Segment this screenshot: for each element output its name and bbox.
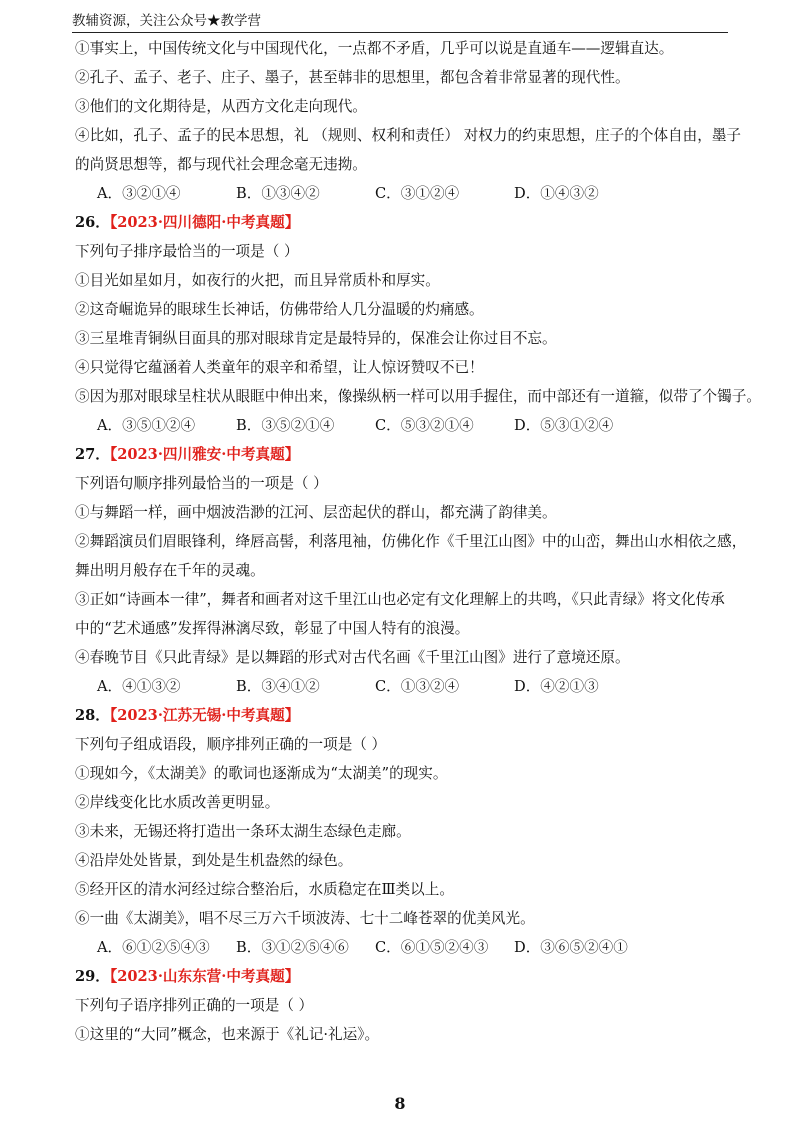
sentence-line: ②孔子、孟子、老子、庄子、墨子，甚至韩非的思想里，都包含着非常显著的现代性。 [75,69,630,86]
question-number: 26． [75,214,110,231]
answer-choices [75,179,735,208]
page-content [75,34,761,1049]
question-prompt: 下列句子组成语段，顺序排列正确的一项是（ ） [75,736,387,753]
choice-b: B．③①②⑤④⑥ [236,939,349,956]
sentence-line: ④春晚节目《只此青绿》是以舞蹈的形式对古代名画《千里江山图》进行了意境还原。 [75,649,630,666]
choice-c: C．①③②④ [375,678,460,695]
sentence-line: ①目光如星如月，如夜行的火把，而且异常质朴和厚实。 [75,272,440,289]
question-number: 27． [75,446,110,463]
sentence-line: 中的“艺术通感”发挥得淋漓尽致，彰显了中国人特有的浪漫。 [75,620,470,637]
sentence-line: ①这里的“大同”概念，也来源于《礼记·礼运》。 [75,1026,380,1043]
sentence-line: ④沿岸处处皆景，到处是生机盎然的绿色。 [75,852,353,869]
sentence-line: ③正如“诗画本一律”，舞者和画者对这千里江山也必定有文化理解上的共鸣，《只此青绿》将文化传承 [75,591,725,608]
question-source-tag: 【2023·四川德阳·中考真题】 [109,214,300,231]
sentence-line: 的尚贤思想等，都与现代社会理念毫无违拗。 [75,156,367,173]
question-26 [75,208,761,440]
answer-choices [75,933,735,962]
sentence-line: ②这奇崛诡异的眼球生长神话，仿佛带给人几分温暖的灼痛感。 [75,301,484,318]
question-27 [75,440,747,701]
header-text: 教辅资源，关注公众号★教学营 [72,13,261,29]
question-heading [75,962,735,991]
page-number: 8 [394,1094,406,1113]
choice-d: D．①④③② [514,185,599,202]
answer-choices [75,672,735,701]
choice-d: D．④②①③ [514,678,599,695]
sentence-line: ⑤因为那对眼球呈柱状从眼眶中伸出来，像操纵柄一样可以用手握住，而中部还有一道箍，似带了个镯子。 [75,388,761,405]
choice-a: A．③⑤①②④ [97,417,196,434]
question-heading [75,440,735,469]
question-source-tag: 【2023·江苏无锡·中考真题】 [109,707,300,724]
sentence-line: ④只觉得它蕴涵着人类童年的艰辛和希望，让人惊讶赞叹不已！ [75,359,484,376]
question-source-tag: 【2023·山东东营·中考真题】 [109,968,300,985]
question-heading [75,701,735,730]
sentence-line: ③他们的文化期待是，从西方文化走向现代。 [75,98,367,115]
question-prompt: 下列语句顺序排列最恰当的一项是（ ） [75,475,328,492]
question-number: 29． [75,968,110,985]
sentence-line: ②舞蹈演员们眉眼锋利，绛唇高髻，利落甩袖，仿佛化作《千里江山图》中的山峦，舞出山水相依之感， [75,533,747,550]
answer-choices [75,411,735,440]
question-number: 28． [75,707,110,724]
sentence-line: ⑥一曲《太湖美》，唱不尽三万六千顷波涛、七十二峰苍翠的优美风光。 [75,910,535,927]
choice-c: C．⑥①⑤②④③ [375,939,489,956]
choice-a: A．③②①④ [97,185,181,202]
sentence-line: ②岸线变化比水质改善更明显。 [75,794,280,811]
question-heading [75,208,735,237]
choice-d: D．⑤③①②④ [514,417,614,434]
question-source-tag: 【2023·四川雅安·中考真题】 [109,446,300,463]
choice-a: A．⑥①②⑤④③ [97,939,210,956]
sentence-line: ①与舞蹈一样，画中烟波浩渺的江河、层峦起伏的群山，都充满了韵律美。 [75,504,557,521]
question-prompt: 下列句子语序排列正确的一项是（ ） [75,997,314,1014]
sentence-line: ③未来，无锡还将打造出一条环太湖生态绿色走廊。 [75,823,411,840]
choice-b: B．①③④② [236,185,320,202]
choice-c: C．③①②④ [375,185,460,202]
choice-d: D．③⑥⑤②④① [514,939,628,956]
choice-b: B．③⑤②①④ [236,417,335,434]
sentence-line: ①事实上，中国传统文化与中国现代化，一点都不矛盾，几乎可以说是直通车——逻辑直达。 [75,40,674,57]
choice-a: A．④①③② [97,678,181,695]
page-header [72,10,728,33]
question-29 [75,962,735,1049]
question-25 [75,34,742,208]
question-28 [75,701,735,962]
sentence-line: ③三星堆青铜纵目面具的那对眼球肯定是最特异的，保准会让你过目不忘。 [75,330,557,347]
question-prompt: 下列句子排序最恰当的一项是（ ） [75,243,299,260]
choice-c: C．⑤③②①④ [375,417,474,434]
sentence-line: ①现如今，《太湖美》的歌词也逐渐成为“太湖美”的现实。 [75,765,448,782]
sentence-line: ⑤经开区的清水河经过综合整治后，水质稳定在Ⅲ类以上。 [75,881,454,898]
sentence-line: 舞出明月般存在千年的灵魂。 [75,562,265,579]
choice-b: B．③④①② [236,678,320,695]
sentence-line: ④比如，孔子、孟子的民本思想，礼 （规则、权利和责任） 对权力的约束思想，庄子的个体自由，墨子 [75,127,742,144]
